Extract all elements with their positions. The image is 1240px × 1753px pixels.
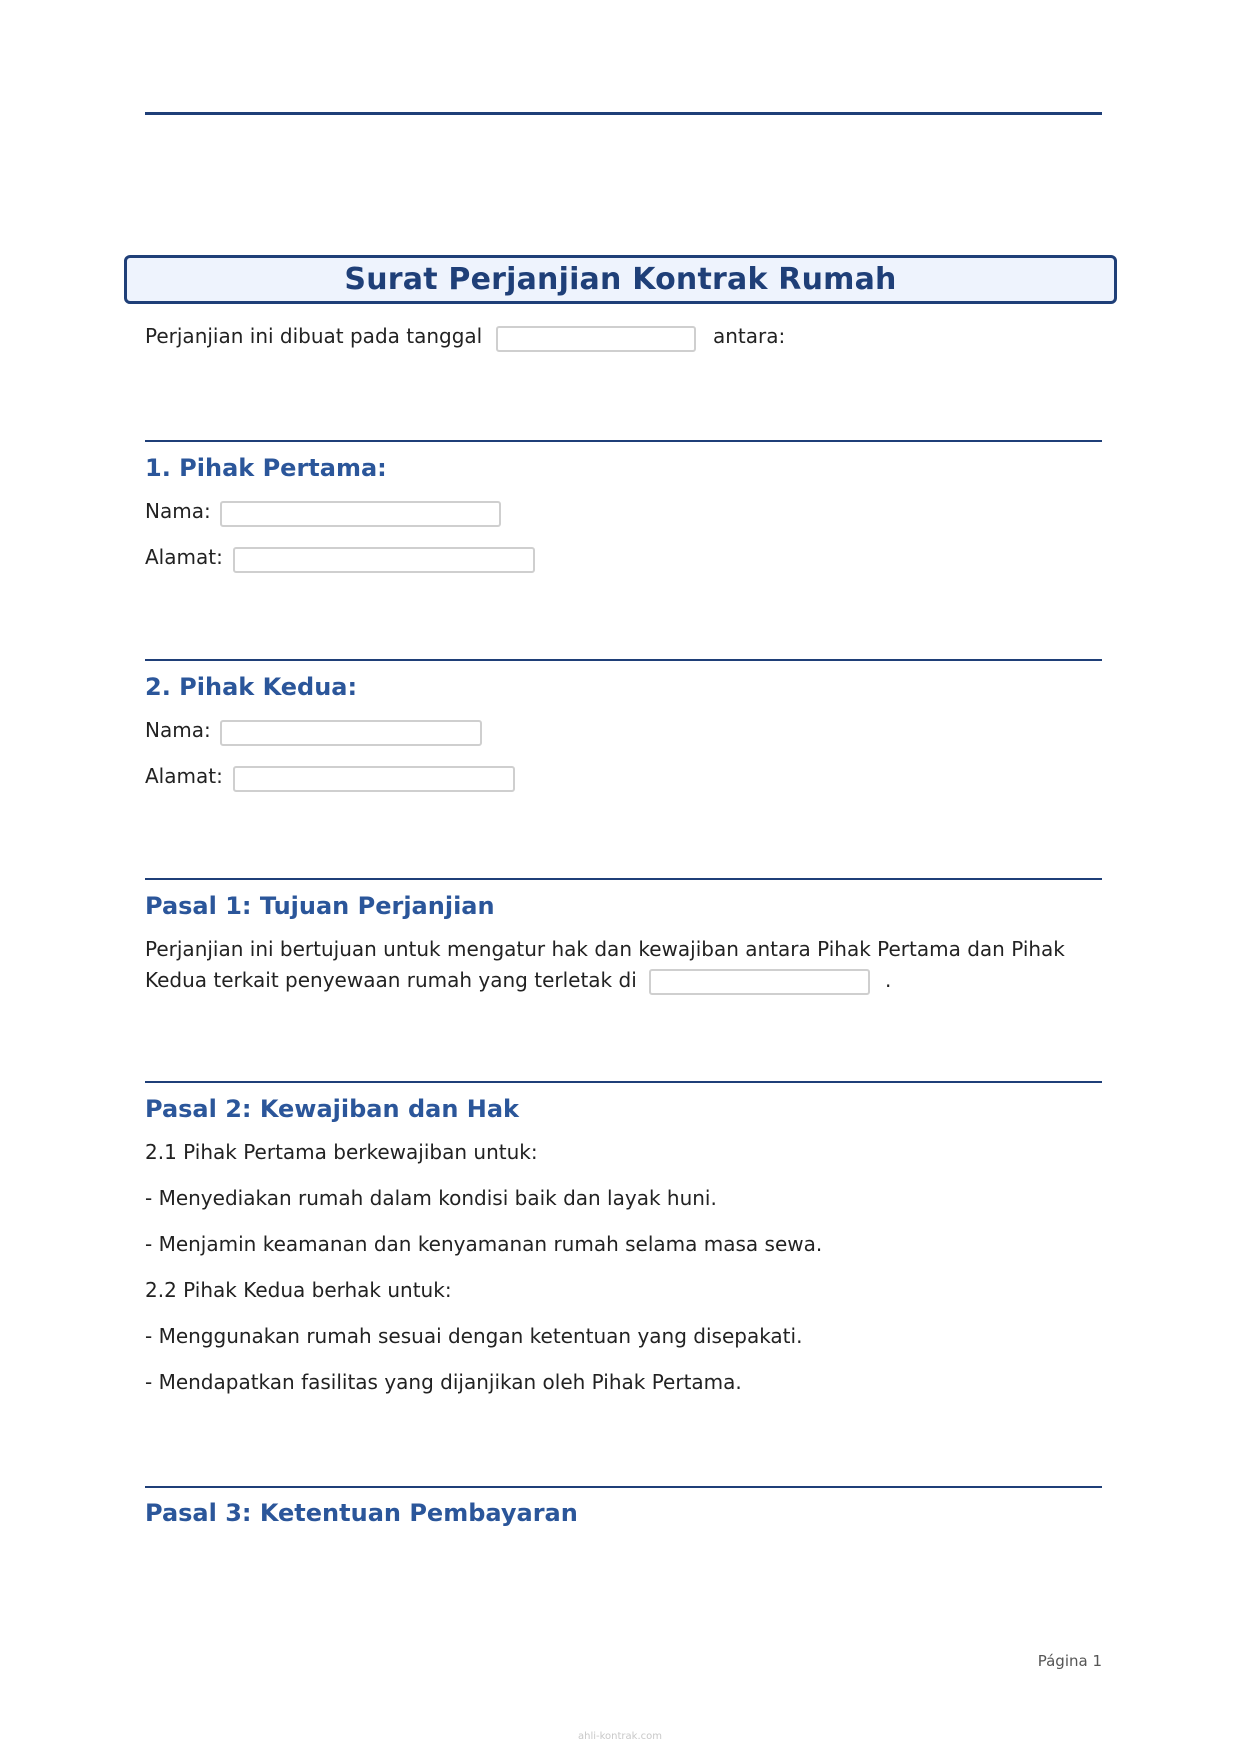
pasal1-heading: Pasal 1: Tujuan Perjanjian (145, 892, 495, 920)
date-field[interactable] (496, 326, 696, 352)
document-title: Surat Perjanjian Kontrak Rumah (344, 262, 897, 297)
pasal2-item: - Mendapatkan fasilitas yang dijanjikan oleh Pihak Pertama. (145, 1370, 742, 1394)
section-divider-party2 (145, 659, 1102, 661)
pasal2-heading: Pasal 2: Kewajiban dan Hak (145, 1095, 520, 1123)
party2-name-label: Nama: (145, 718, 211, 742)
pasal2-item: 2.2 Pihak Kedua berhak untuk: (145, 1278, 452, 1302)
party1-address-field[interactable] (233, 547, 535, 573)
party1-name-field[interactable] (220, 501, 501, 527)
party2-address-label: Alamat: (145, 764, 223, 788)
party1-heading: 1. Pihak Pertama: (145, 454, 387, 482)
pasal2-item: 2.1 Pihak Pertama berkewajiban untuk: (145, 1140, 538, 1164)
intro-prefix: Perjanjian ini dibuat pada tanggal (145, 324, 483, 348)
house-location-field[interactable] (649, 969, 870, 995)
top-rule (145, 112, 1102, 115)
section-divider-pasal1 (145, 878, 1102, 880)
pasal2-item: - Menyediakan rumah dalam kondisi baik dan layak huni. (145, 1186, 717, 1210)
watermark: ahli-kontrak.com (577, 1731, 662, 1742)
pasal2-item: - Menjamin keamanan dan kenyamanan rumah selama masa sewa. (145, 1232, 823, 1256)
section-divider-pasal3 (145, 1486, 1102, 1488)
page-number: Página 1 (1037, 1652, 1102, 1670)
party2-name-field[interactable] (220, 720, 482, 746)
section-divider-party1 (145, 440, 1102, 442)
pasal1-line2-end: . (885, 968, 892, 992)
party2-heading: 2. Pihak Kedua: (145, 673, 358, 701)
pasal1-line1: Perjanjian ini bertujuan untuk mengatur hak dan kewajiban antara Pihak Pertama dan Pihak (145, 937, 1065, 961)
pasal2-item: - Menggunakan rumah sesuai dengan ketentuan yang disepakati. (145, 1324, 803, 1348)
title-box (124, 255, 1117, 304)
party1-address-label: Alamat: (145, 545, 223, 569)
pasal1-line2: Kedua terkait penyewaan rumah yang terletak di (145, 968, 637, 992)
pasal3-heading: Pasal 3: Ketentuan Pembayaran (145, 1499, 578, 1527)
intro-suffix: antara: (713, 324, 786, 348)
party1-name-label: Nama: (145, 499, 211, 523)
party2-address-field[interactable] (233, 766, 515, 792)
section-divider-pasal2 (145, 1081, 1102, 1083)
